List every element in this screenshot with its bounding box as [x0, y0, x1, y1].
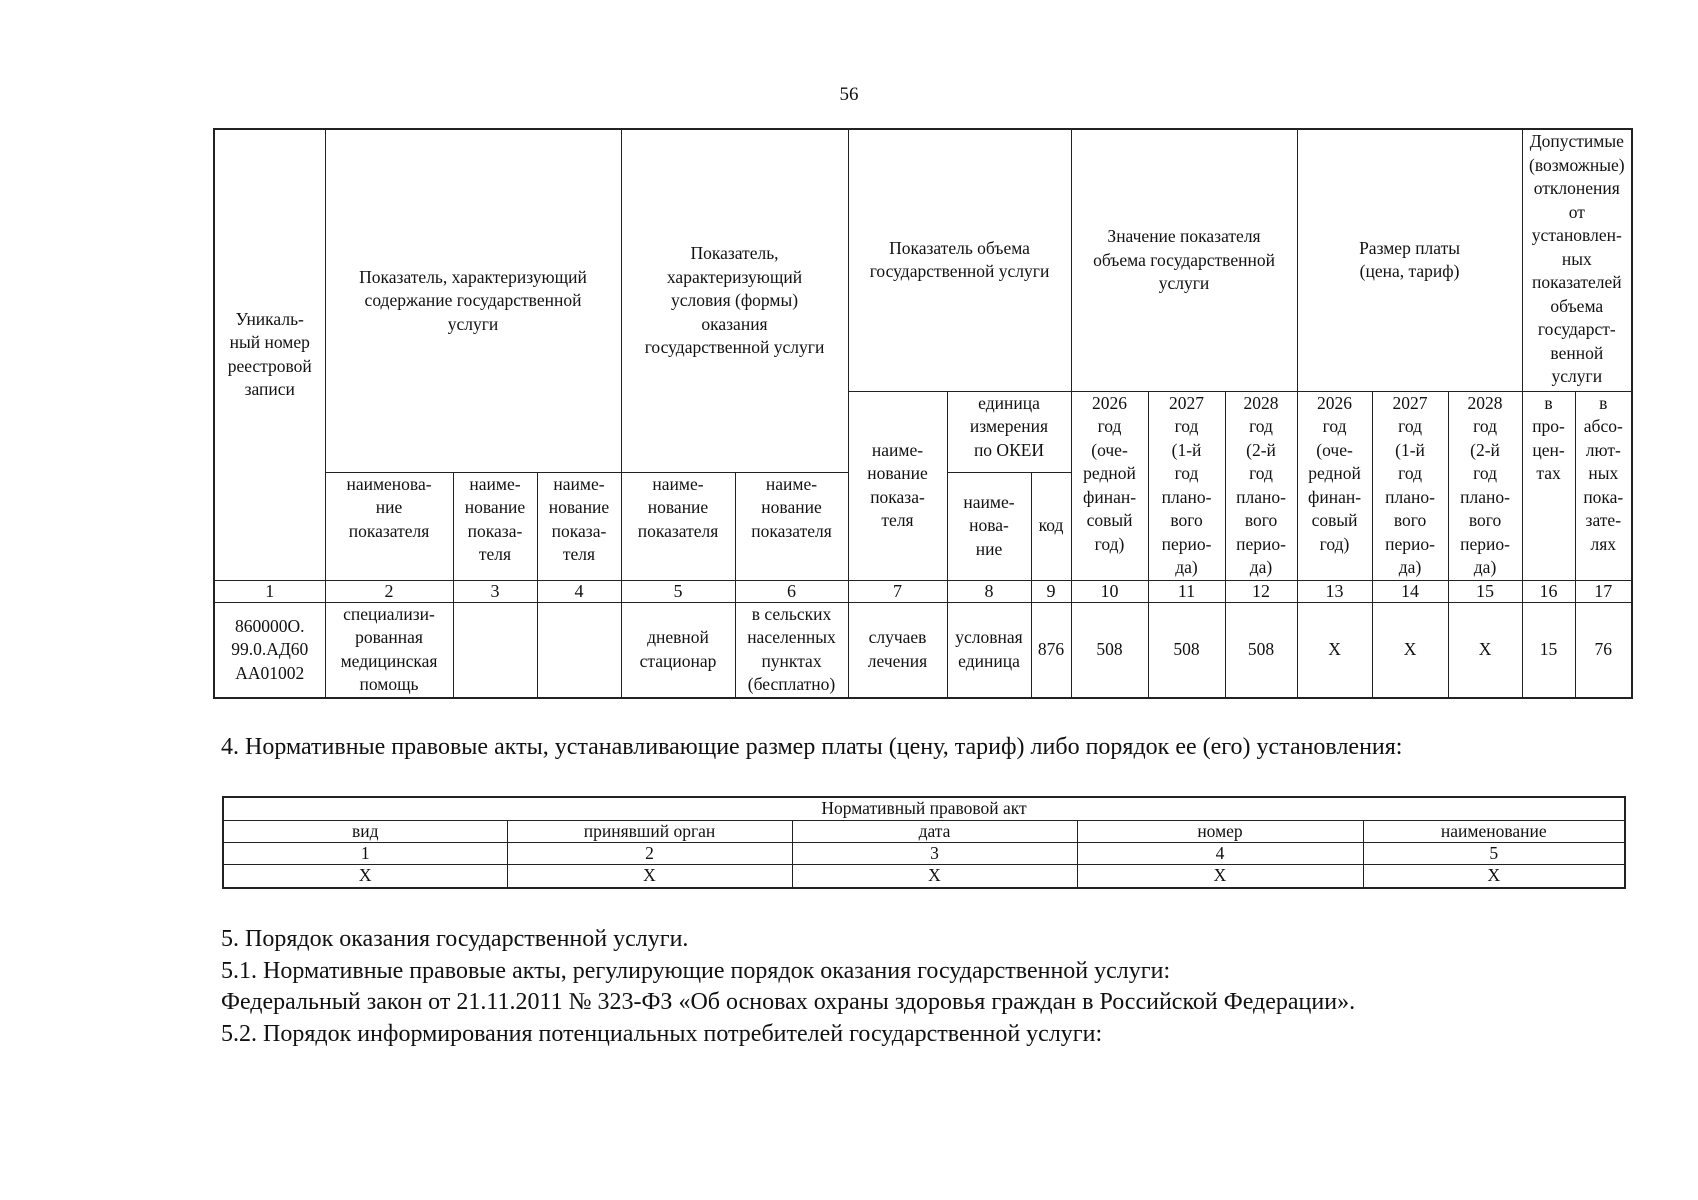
header-volume-name: наиме- нование показа- теля [848, 391, 947, 580]
column-number: 14 [1372, 580, 1448, 602]
state-service-volume-table [213, 128, 1633, 699]
column-number: 11 [1148, 580, 1225, 602]
table-cell: Х [1077, 864, 1363, 888]
column-header-name: наименование [1363, 820, 1625, 842]
table-row [214, 602, 1632, 698]
header-fee-year-2026: 2026 год (оче- редной финан- совый год) [1297, 391, 1372, 580]
section-5-1-paragraph: 5.1. Нормативные правовые акты, регулирующие порядок оказания государственной услуги: [221, 957, 1171, 984]
header-okei-name: наиме- нова- ние [947, 472, 1031, 580]
deviation-absolute-cell: 76 [1575, 602, 1632, 698]
volume-2028-cell: 508 [1225, 602, 1297, 698]
column-header-number: номер [1077, 820, 1363, 842]
section-5-title: 5. Порядок оказания государственной услуги. [221, 926, 689, 952]
header-unique-number: Уникаль- ный номер реестровой записи [214, 129, 325, 580]
legal-acts-table [222, 796, 1626, 889]
header-content-name-2: наиме- нование показа- теля [453, 472, 537, 580]
header-okei-unit: единица измерения по ОКЕИ [947, 391, 1071, 472]
column-number: 2 [325, 580, 453, 602]
table-cell: Х [223, 864, 507, 888]
header-content-indicator: Показатель, характеризующий содержание государственной услуги [325, 129, 621, 472]
deviation-percent-cell: 15 [1522, 602, 1575, 698]
column-number: 4 [537, 580, 621, 602]
content-indicator-cell-2 [453, 602, 537, 698]
column-number: 10 [1071, 580, 1148, 602]
header-volume-year-2028: 2028 год (2-й год плано- вого перио- да) [1225, 391, 1297, 580]
column-number: 1 [214, 580, 325, 602]
column-number: 3 [792, 842, 1077, 864]
column-number: 7 [848, 580, 947, 602]
federal-law-paragraph: Федеральный закон от 21.11.2011 № 323-ФЗ «Об основах охраны здоровья граждан в Российской Федерации». [221, 989, 1356, 1015]
column-numbers-row [214, 580, 1632, 602]
column-number: 3 [453, 580, 537, 602]
fee-2027-cell: Х [1372, 602, 1448, 698]
column-number: 12 [1225, 580, 1297, 602]
header-conditions-name-1: наиме- нование показателя [621, 472, 735, 580]
column-header-type: вид [223, 820, 507, 842]
column-number: 17 [1575, 580, 1632, 602]
column-header-date: дата [792, 820, 1077, 842]
okei-code-cell: 876 [1031, 602, 1071, 698]
column-number: 16 [1522, 580, 1575, 602]
header-content-name-1: наименова- ние показателя [325, 472, 453, 580]
okei-name-cell: условная единица [947, 602, 1031, 698]
conditions-indicator-cell-2: в сельских населенных пунктах (бесплатно) [735, 602, 848, 698]
column-number: 8 [947, 580, 1031, 602]
fee-2026-cell: Х [1297, 602, 1372, 698]
header-deviations: Допустимые (возможные) отклонения от установлен- ных показателей объема государст- венной услуги [1522, 129, 1632, 391]
column-number: 13 [1297, 580, 1372, 602]
fee-2028-cell: Х [1448, 602, 1522, 698]
volume-2027-cell: 508 [1148, 602, 1225, 698]
header-okei-code: код [1031, 472, 1071, 580]
table-cell: Х [1363, 864, 1625, 888]
section-4-title: 4. Нормативные правовые акты, устанавливающие размер платы (цену, тариф) либо порядок ее (его) установления: [221, 734, 1403, 760]
content-indicator-cell-3 [537, 602, 621, 698]
volume-2026-cell: 508 [1071, 602, 1148, 698]
header-conditions-indicator: Показатель, характеризующий условия (формы) оказания государственной услуги [621, 129, 848, 472]
header-volume-value: Значение показателя объема государственной услуги [1071, 129, 1297, 391]
header-fee-year-2027: 2027 год (1-й год плано- вого перио- да) [1372, 391, 1448, 580]
header-volume-year-2026: 2026 год (оче- редной финан- совый год) [1071, 391, 1148, 580]
column-number: 2 [507, 842, 792, 864]
column-number: 6 [735, 580, 848, 602]
conditions-indicator-cell: дневной стационар [621, 602, 735, 698]
header-deviation-percent: в про- цен- тах [1522, 391, 1575, 580]
table-row [223, 864, 1625, 888]
header-fee-year-2028: 2028 год (2-й год плано- вого перио- да) [1448, 391, 1522, 580]
column-number: 5 [621, 580, 735, 602]
column-number: 1 [223, 842, 507, 864]
column-number: 5 [1363, 842, 1625, 864]
header-conditions-name-2: наиме- нование показателя [735, 472, 848, 580]
table-cell: Х [792, 864, 1077, 888]
volume-indicator-name-cell: случаев лечения [848, 602, 947, 698]
page-number: 56 [839, 84, 859, 105]
section-5-2-paragraph: 5.2. Порядок информирования потенциальных потребителей государственной услуги: [221, 1020, 1103, 1047]
registry-number-cell: 860000О. 99.0.АД60 АА01002 [214, 602, 325, 698]
header-deviation-absolute: в абсо- лют- ных пока- зате- лях [1575, 391, 1632, 580]
column-number: 4 [1077, 842, 1363, 864]
table-cell: Х [507, 864, 792, 888]
column-number: 15 [1448, 580, 1522, 602]
column-number: 9 [1031, 580, 1071, 602]
column-header-authority: принявший орган [507, 820, 792, 842]
header-volume-indicator: Показатель объема государственной услуги [848, 129, 1071, 391]
legal-act-header: Нормативный правовой акт [223, 797, 1625, 820]
header-content-name-3: наиме- нование показа- теля [537, 472, 621, 580]
content-indicator-cell: специализи- рованная медицинская помощь [325, 602, 453, 698]
section-5 [221, 924, 1355, 1050]
header-fee-size: Размер платы (цена, тариф) [1297, 129, 1522, 391]
header-volume-year-2027: 2027 год (1-й год плано- вого перио- да) [1148, 391, 1225, 580]
